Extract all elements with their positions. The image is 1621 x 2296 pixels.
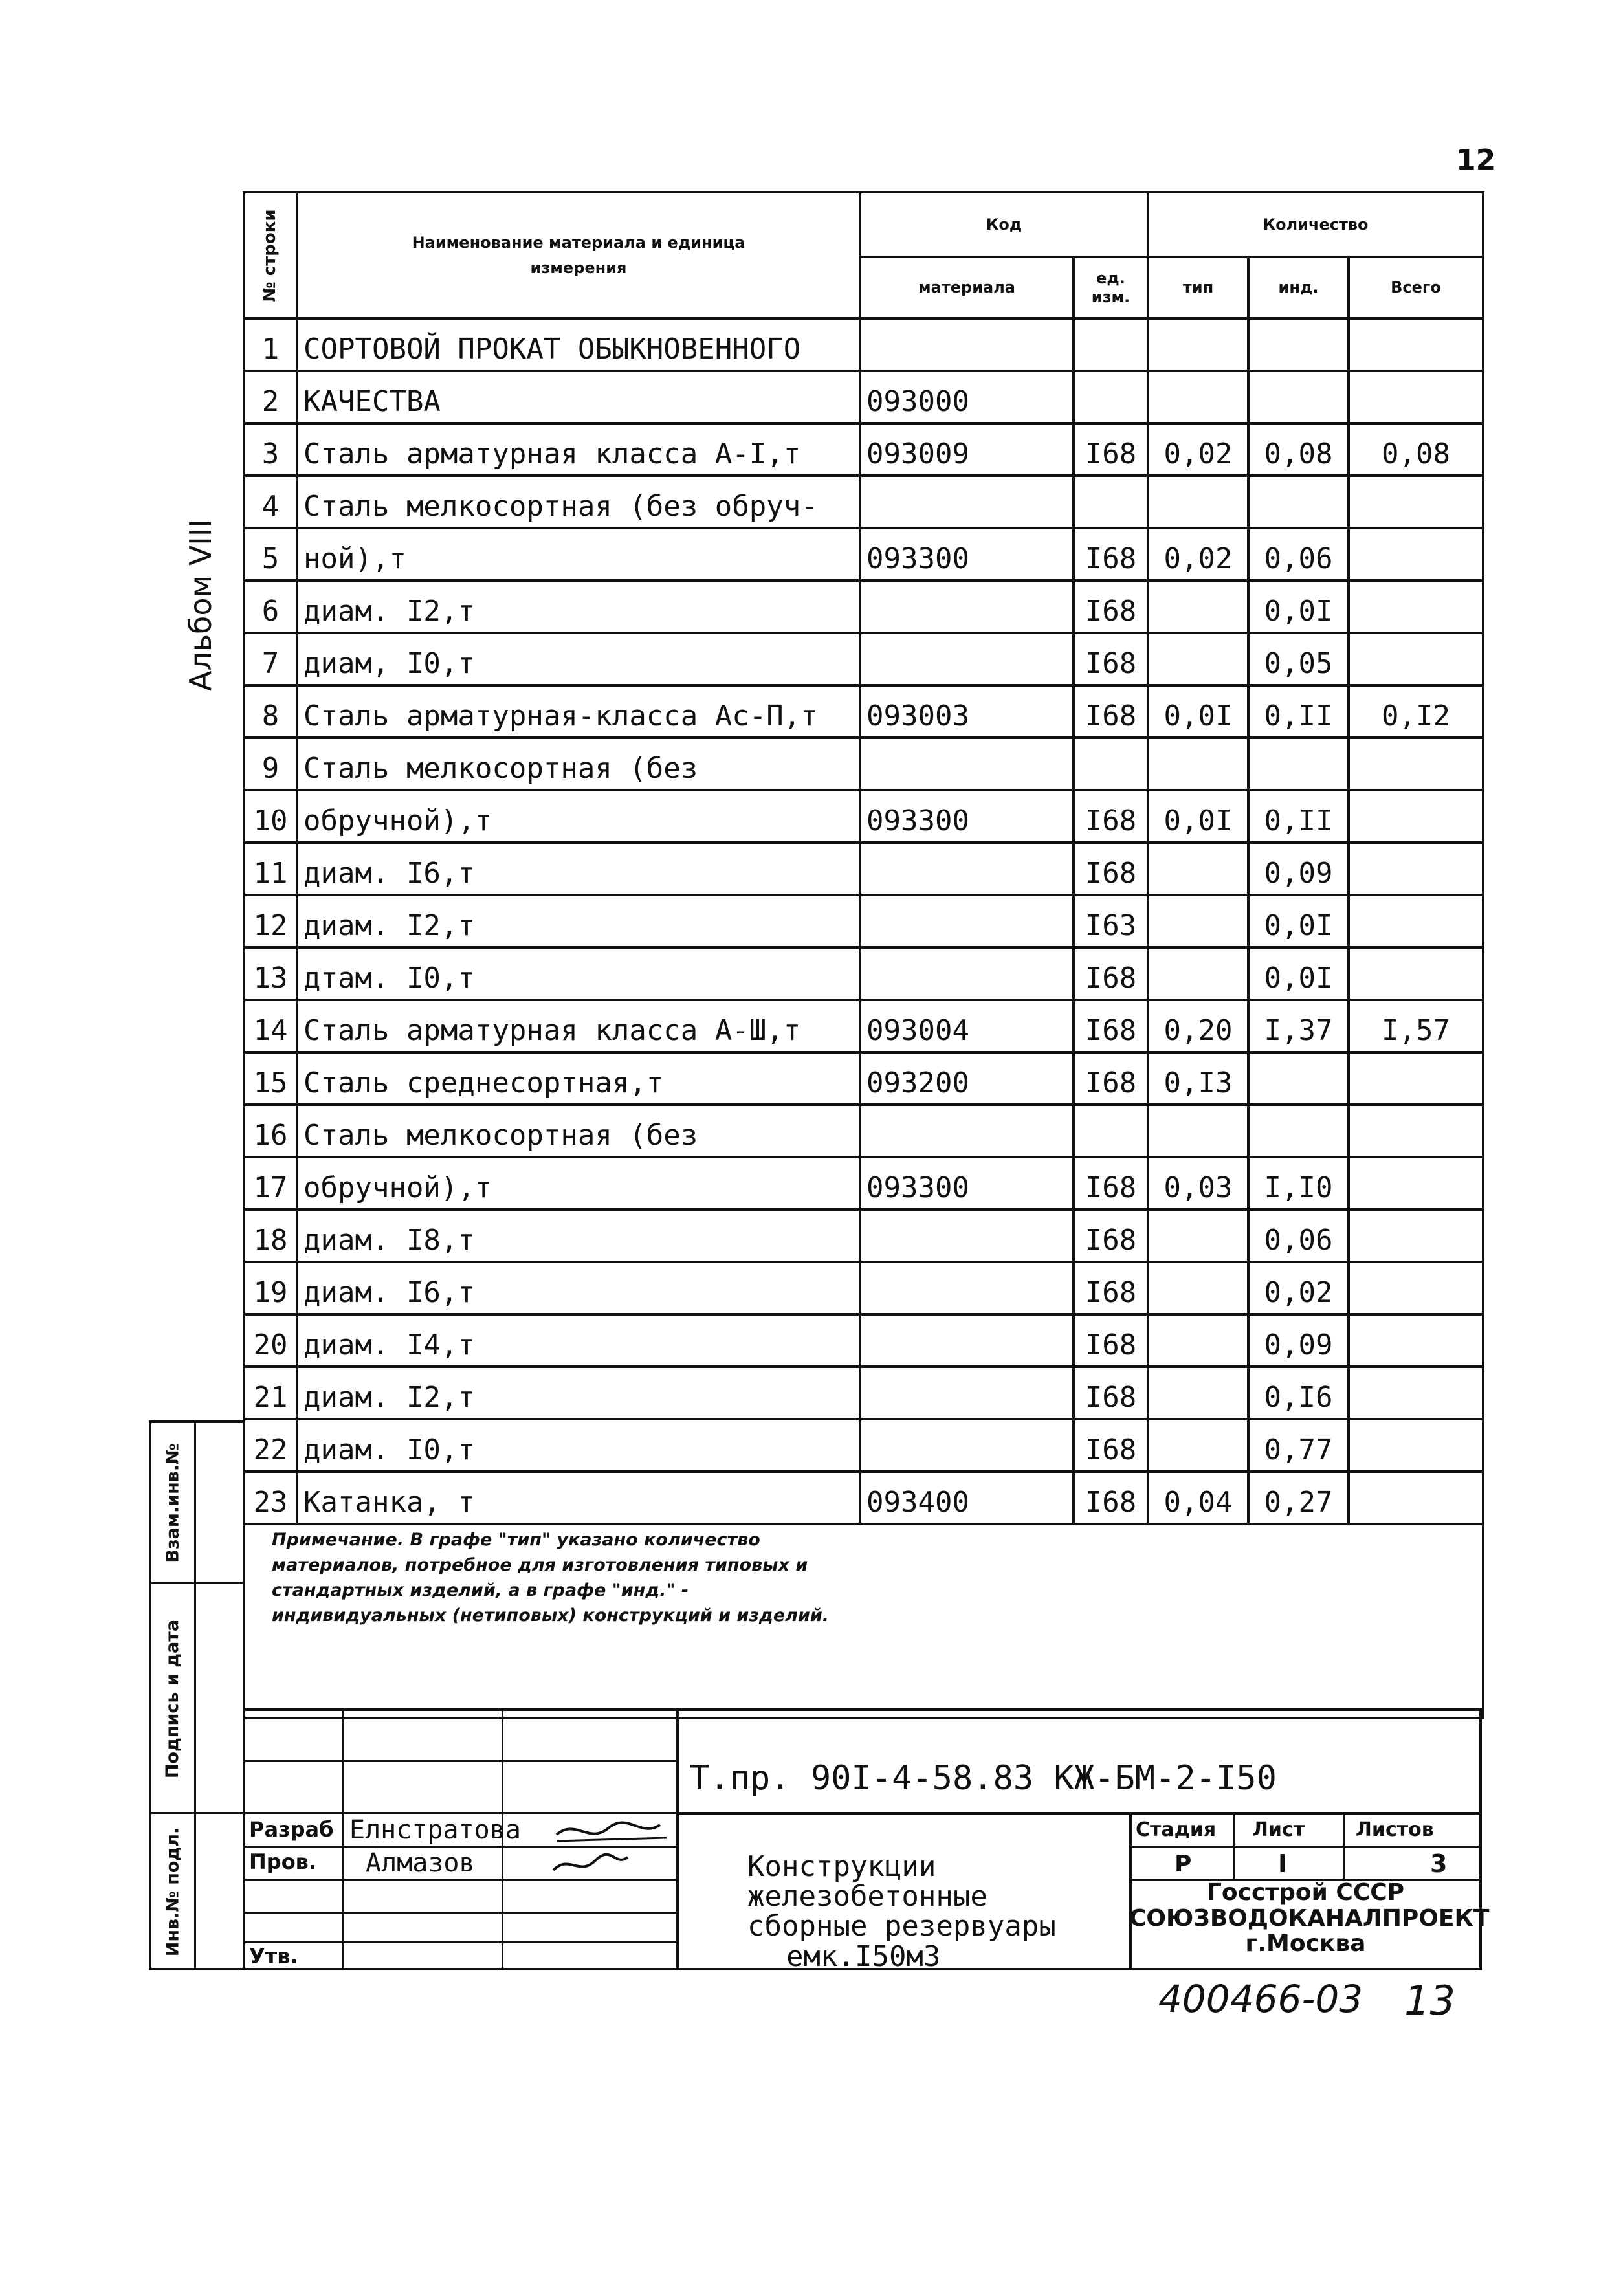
material-code: 093200	[860, 1052, 1074, 1105]
row-number: 4	[244, 476, 297, 528]
table-row	[244, 895, 1483, 947]
side-stamp-top-border	[149, 1420, 243, 1423]
unit-code: I68	[1074, 423, 1148, 476]
title-line-3: сборные резервуары	[747, 1910, 1056, 1943]
quantity-total	[1349, 528, 1483, 580]
quantity-ind: 0,02	[1248, 1262, 1349, 1314]
material-code	[860, 633, 1074, 685]
material-name: Сталь мелкосортная (без	[297, 1105, 860, 1157]
table-row	[244, 1367, 1483, 1419]
unit-code: I68	[1074, 580, 1148, 633]
unit-code: I68	[1074, 1052, 1148, 1105]
header-ind: инд.	[1248, 257, 1349, 318]
unit-code: I68	[1074, 790, 1148, 843]
stage-value: Р	[1174, 1851, 1192, 1877]
quantity-ind: 0,0I	[1248, 580, 1349, 633]
table-row	[244, 738, 1483, 790]
sheet-value: I	[1278, 1849, 1288, 1878]
unit-code: I68	[1074, 1472, 1148, 1524]
quantity-ind	[1248, 738, 1349, 790]
material-name: диам. I6,т	[297, 1262, 860, 1314]
quantity-total	[1349, 1314, 1483, 1367]
header-row-number-text: № строки	[260, 208, 280, 302]
unit-code: I63	[1074, 895, 1148, 947]
quantity-typ: 0,20	[1148, 1000, 1248, 1052]
material-name: диам. I2,т	[297, 580, 860, 633]
material-name: Сталь мелкосортная (без обруч-	[297, 476, 860, 528]
material-code: 093003	[860, 685, 1074, 738]
sheet-label: Лист	[1252, 1818, 1305, 1841]
unit-code: I68	[1074, 633, 1148, 685]
table-row	[244, 685, 1483, 738]
material-code: 093004	[860, 1000, 1074, 1052]
quantity-total	[1349, 1262, 1483, 1314]
row-number: 8	[244, 685, 297, 738]
stamp-divider-title	[676, 1812, 1482, 1815]
material-code: 093009	[860, 423, 1074, 476]
material-name: дтам. I0,т	[297, 947, 860, 1000]
title-line-4: емк.I50м3	[786, 1939, 941, 1973]
table-row	[244, 580, 1483, 633]
handwritten-page: 13	[1404, 1977, 1455, 2024]
row-number: 9	[244, 738, 297, 790]
material-name: диам, I0,т	[297, 633, 860, 685]
table-row	[244, 423, 1483, 476]
developer-name: Елнстратова	[349, 1815, 521, 1845]
quantity-ind: I,I0	[1248, 1157, 1349, 1209]
table-row	[244, 371, 1483, 423]
material-code	[860, 476, 1074, 528]
unit-code	[1074, 476, 1148, 528]
material-code	[860, 1262, 1074, 1314]
album-label	[175, 498, 226, 712]
table-row	[244, 947, 1483, 1000]
checker-name: Алмазов	[366, 1848, 475, 1878]
material-code	[860, 318, 1074, 371]
quantity-typ: 0,0I	[1148, 790, 1248, 843]
quantity-ind	[1248, 1105, 1349, 1157]
unit-code: I68	[1074, 1262, 1148, 1314]
handwritten-code: 400466-03	[1158, 1977, 1363, 2021]
unit-code: I68	[1074, 1367, 1148, 1419]
side-stamp-inv-original-text: Инв.№ подл.	[162, 1827, 183, 1956]
material-code: 093300	[860, 1157, 1074, 1209]
stamp-row-6	[243, 1941, 676, 1943]
quantity-typ: 0,0I	[1148, 685, 1248, 738]
row-number: 21	[244, 1367, 297, 1419]
material-name: диам. I8,т	[297, 1209, 860, 1262]
quantity-total	[1349, 580, 1483, 633]
quantity-ind	[1248, 476, 1349, 528]
quantity-typ: 0,03	[1148, 1157, 1248, 1209]
quantity-ind: 0,I6	[1248, 1367, 1349, 1419]
quantity-total	[1349, 947, 1483, 1000]
quantity-typ	[1148, 895, 1248, 947]
quantity-ind: 0,II	[1248, 685, 1349, 738]
row-number: 17	[244, 1157, 297, 1209]
title-line-1: Конструкции	[747, 1850, 936, 1883]
quantity-ind: 0,05	[1248, 633, 1349, 685]
quantity-total	[1349, 1052, 1483, 1105]
side-stamp-divider-2	[149, 1812, 243, 1814]
header-code-group: Код	[860, 192, 1148, 257]
row-number: 23	[244, 1472, 297, 1524]
material-code	[860, 738, 1074, 790]
side-stamp-inv-original	[150, 1815, 195, 1968]
stamp-row-1	[243, 1760, 676, 1762]
table-row	[244, 476, 1483, 528]
row-number: 18	[244, 1209, 297, 1262]
unit-code	[1074, 1105, 1148, 1157]
material-name: СОРТОВОЙ ПРОКАТ ОБЫКНОВЕННОГО	[297, 318, 860, 371]
table-row	[244, 790, 1483, 843]
title-line-2: железобетонные	[747, 1880, 987, 1914]
material-code	[860, 1314, 1074, 1367]
header-total: Всего	[1349, 257, 1483, 318]
materials-table	[243, 191, 1484, 1719]
quantity-total	[1349, 1157, 1483, 1209]
material-code	[860, 843, 1074, 895]
quantity-total	[1349, 1105, 1483, 1157]
signatures-image	[550, 1812, 679, 1883]
quantity-ind: 0,II	[1248, 790, 1349, 843]
side-stamp-sign-date	[150, 1585, 195, 1812]
quantity-ind: 0,0I	[1248, 947, 1349, 1000]
header-row-number	[244, 192, 297, 318]
stamp-top-border	[243, 1708, 1482, 1711]
row-number: 2	[244, 371, 297, 423]
row-number: 16	[244, 1105, 297, 1157]
quantity-total: 0,08	[1349, 423, 1483, 476]
quantity-total	[1349, 476, 1483, 528]
page-number: 12	[1456, 144, 1496, 177]
table-row	[244, 1000, 1483, 1052]
quantity-total	[1349, 371, 1483, 423]
material-name: КАЧЕСТВА	[297, 371, 860, 423]
stamp-divider-sheets	[1343, 1812, 1345, 1879]
row-number: 12	[244, 895, 297, 947]
stamp-divider-sheet	[1233, 1812, 1235, 1879]
material-name: Сталь среднесортная,т	[297, 1052, 860, 1105]
quantity-total	[1349, 895, 1483, 947]
table-row	[244, 528, 1483, 580]
note: Примечание. В графе "тип" указано количество материалов, потребное для изготовления типовых и стандартных изделий, а в графе "инд." - индивидуальных (нетиповых) конструкций и изделий.	[272, 1530, 829, 1626]
quantity-typ	[1148, 633, 1248, 685]
material-name: ной),т	[297, 528, 860, 580]
quantity-typ	[1148, 580, 1248, 633]
material-name: Катанка, т	[297, 1472, 860, 1524]
row-number: 14	[244, 1000, 297, 1052]
quantity-typ	[1148, 843, 1248, 895]
quantity-ind: 0,77	[1248, 1419, 1349, 1472]
header-quantity-group: Количество	[1148, 192, 1483, 257]
unit-code: I68	[1074, 1209, 1148, 1262]
quantity-ind: 0,09	[1248, 843, 1349, 895]
quantity-typ: 0,04	[1148, 1472, 1248, 1524]
row-number: 20	[244, 1314, 297, 1367]
quantity-total	[1349, 1472, 1483, 1524]
unit-code	[1074, 738, 1148, 790]
quantity-ind: 0,09	[1248, 1314, 1349, 1367]
header-unit: ед. изм.	[1074, 257, 1148, 318]
material-code	[860, 1367, 1074, 1419]
organization	[1129, 1879, 1490, 1958]
role-checker: Пров.	[249, 1849, 317, 1874]
quantity-total	[1349, 1367, 1483, 1419]
side-stamp-divider-1	[149, 1582, 243, 1584]
unit-code: I68	[1074, 843, 1148, 895]
quantity-typ	[1148, 371, 1248, 423]
stamp-left-border	[243, 1708, 245, 1970]
quantity-typ: 0,02	[1148, 528, 1248, 580]
stamp-divider-stage	[1129, 1846, 1482, 1848]
row-number: 13	[244, 947, 297, 1000]
quantity-total	[1349, 1209, 1483, 1262]
unit-code: I68	[1074, 947, 1148, 1000]
unit-code: I68	[1074, 1314, 1148, 1367]
quantity-typ	[1148, 1419, 1248, 1472]
unit-code: I68	[1074, 685, 1148, 738]
material-name: диам. I0,т	[297, 1419, 860, 1472]
material-code: 093300	[860, 790, 1074, 843]
org-line-1: Госстрой СССР	[1206, 1879, 1405, 1906]
header-material-name: Наименование материала и единица измерения	[297, 192, 860, 318]
row-number: 15	[244, 1052, 297, 1105]
quantity-ind: 0,06	[1248, 1209, 1349, 1262]
quantity-total	[1349, 318, 1483, 371]
quantity-typ	[1148, 947, 1248, 1000]
material-code: 093300	[860, 528, 1074, 580]
table-row	[244, 1157, 1483, 1209]
quantity-total	[1349, 633, 1483, 685]
org-line-3: г.Москва	[1245, 1930, 1366, 1958]
material-name: обручной),т	[297, 790, 860, 843]
row-number: 10	[244, 790, 297, 843]
quantity-ind	[1248, 1052, 1349, 1105]
quantity-ind	[1248, 371, 1349, 423]
material-name: Сталь арматурная класса А-I,т	[297, 423, 860, 476]
quantity-total	[1349, 738, 1483, 790]
row-number: 6	[244, 580, 297, 633]
role-developer: Разраб	[249, 1817, 334, 1842]
material-name: диам. I6,т	[297, 843, 860, 895]
quantity-total: I,57	[1349, 1000, 1483, 1052]
table-row	[244, 1105, 1483, 1157]
row-number: 7	[244, 633, 297, 685]
table-row	[244, 1052, 1483, 1105]
unit-code	[1074, 371, 1148, 423]
material-name: диам. I4,т	[297, 1314, 860, 1367]
unit-code	[1074, 318, 1148, 371]
material-name: диам. I2,т	[297, 895, 860, 947]
material-code	[860, 1105, 1074, 1157]
sheets-value: 3	[1430, 1849, 1448, 1878]
material-code	[860, 947, 1074, 1000]
table-row	[244, 1209, 1483, 1262]
material-name: диам. I2,т	[297, 1367, 860, 1419]
material-code	[860, 1209, 1074, 1262]
quantity-typ	[1148, 1105, 1248, 1157]
table-row	[244, 1262, 1483, 1314]
quantity-ind: 0,0I	[1248, 895, 1349, 947]
side-stamp-inv-replacement	[150, 1424, 195, 1582]
quantity-total	[1349, 790, 1483, 843]
quantity-typ	[1148, 738, 1248, 790]
material-code: 093400	[860, 1472, 1074, 1524]
quantity-total	[1349, 1419, 1483, 1472]
quantity-ind: 0,27	[1248, 1472, 1349, 1524]
row-number: 19	[244, 1262, 297, 1314]
quantity-ind: 0,06	[1248, 528, 1349, 580]
table-row	[244, 1419, 1483, 1472]
side-stamp-sign-date-text: Подпись и дата	[162, 1619, 183, 1778]
header-material-code: материала	[860, 257, 1074, 318]
sheets-label: Листов	[1356, 1818, 1434, 1841]
row-number: 11	[244, 843, 297, 895]
header-typ: тип	[1148, 257, 1248, 318]
unit-code: I68	[1074, 1419, 1148, 1472]
unit-code: I68	[1074, 1000, 1148, 1052]
quantity-ind: 0,08	[1248, 423, 1349, 476]
table-row	[244, 633, 1483, 685]
material-name: Сталь арматурная-класса Ас-П,т	[297, 685, 860, 738]
document-code: Т.пр. 90I-4-58.83 КЖ-БМ-2-I50	[689, 1759, 1277, 1798]
material-code	[860, 895, 1074, 947]
quantity-ind: I,37	[1248, 1000, 1349, 1052]
row-number: 5	[244, 528, 297, 580]
material-name: обручной),т	[297, 1157, 860, 1209]
material-code: 093000	[860, 371, 1074, 423]
quantity-typ: 0,02	[1148, 423, 1248, 476]
unit-code: I68	[1074, 528, 1148, 580]
side-stamp-inv-replacement-text: Взам.инв.№	[162, 1443, 183, 1563]
album-label-text: Альбом VIII	[183, 519, 218, 691]
stamp-role-divider	[342, 1708, 344, 1970]
table-row	[244, 843, 1483, 895]
quantity-typ	[1148, 476, 1248, 528]
table-row	[244, 1472, 1483, 1524]
quantity-typ	[1148, 1262, 1248, 1314]
quantity-typ	[1148, 1209, 1248, 1262]
material-name: Сталь арматурная класса А-Ш,т	[297, 1000, 860, 1052]
stage-label: Стадия	[1136, 1818, 1217, 1841]
table-row	[244, 318, 1483, 371]
quantity-ind	[1248, 318, 1349, 371]
row-number: 1	[244, 318, 297, 371]
material-code	[860, 580, 1074, 633]
role-approver: Утв.	[249, 1944, 298, 1969]
quantity-total: 0,I2	[1349, 685, 1483, 738]
row-number: 22	[244, 1419, 297, 1472]
quantity-total	[1349, 843, 1483, 895]
quantity-typ	[1148, 1367, 1248, 1419]
row-number: 3	[244, 423, 297, 476]
org-line-2: СОЮЗВОДОКАНАЛПРОЕКТ	[1129, 1904, 1490, 1932]
quantity-typ: 0,I3	[1148, 1052, 1248, 1105]
quantity-typ	[1148, 1314, 1248, 1367]
unit-code: I68	[1074, 1157, 1148, 1209]
document-title	[747, 1852, 1056, 1972]
quantity-typ	[1148, 318, 1248, 371]
stamp-row-5	[243, 1912, 676, 1914]
material-code	[860, 1419, 1074, 1472]
material-name: Сталь мелкосортная (без	[297, 738, 860, 790]
table-row	[244, 1314, 1483, 1367]
